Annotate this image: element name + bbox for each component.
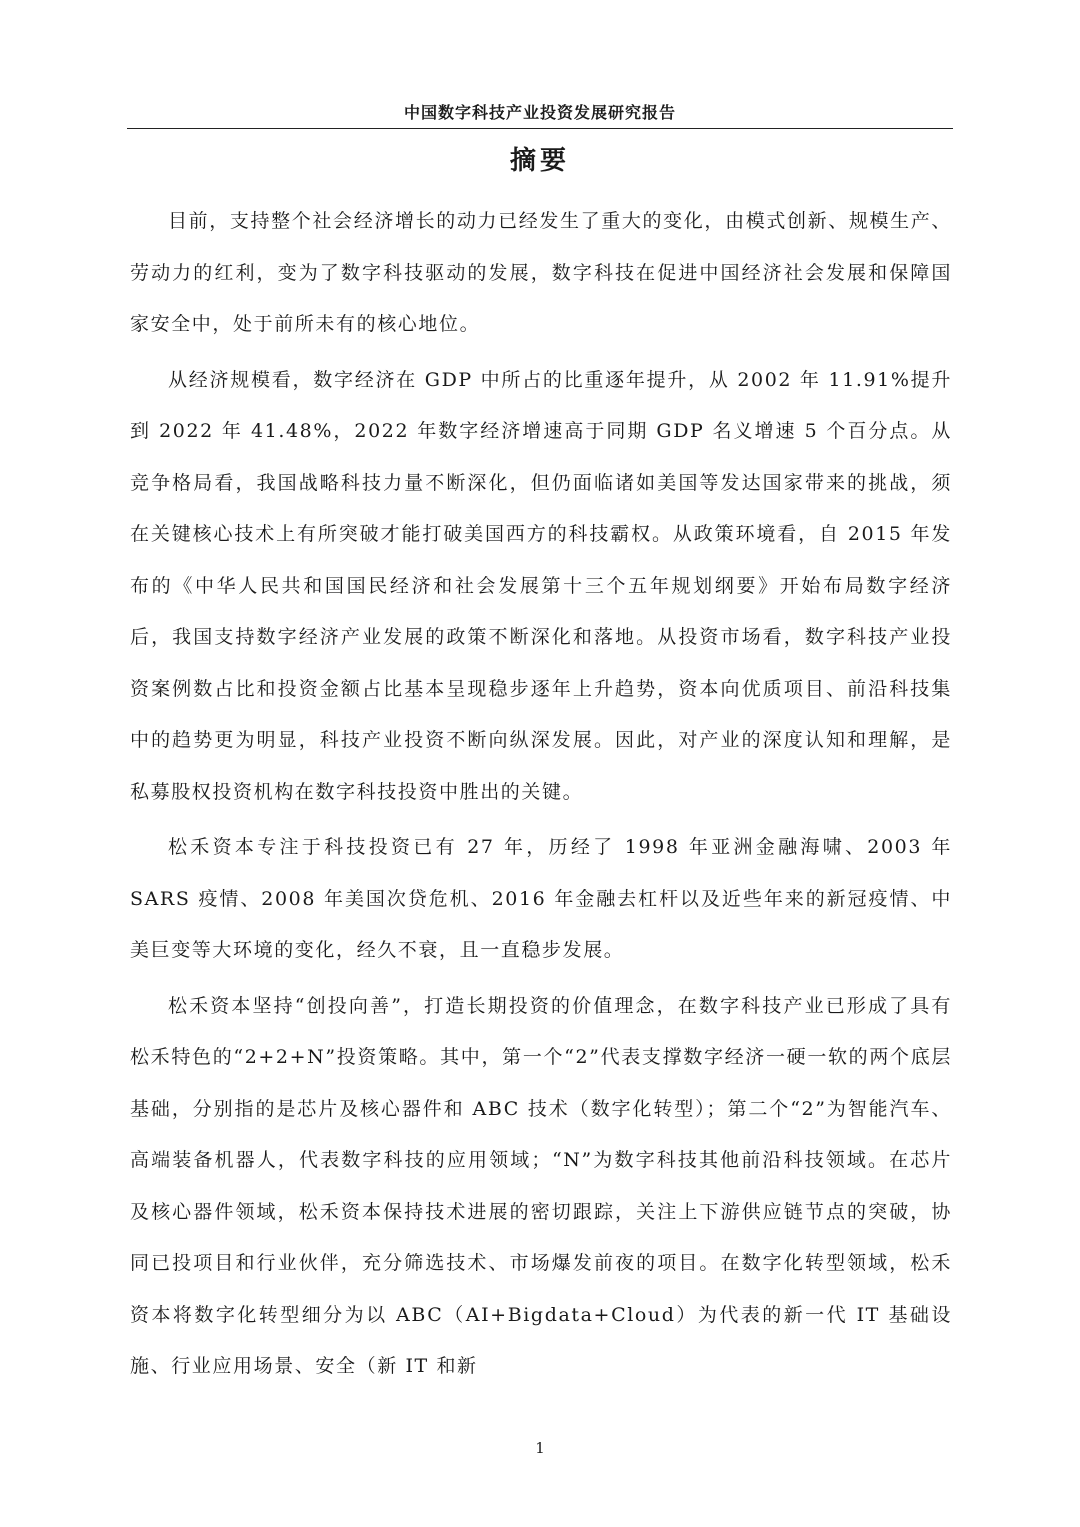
paragraph: 松禾资本专注于科技投资已有 27 年，历经了 1998 年亚洲金融海啸、2003 年 SARS 疫情、2008 年美国次贷危机、2016 年金融去杠杆以及近些年来的新冠疫情、中美巨变等大环境的变化，经久不衰，且一直稳步发展。 <box>130 836 952 961</box>
paragraph: 松禾资本坚持“创投向善”，打造长期投资的价值理念，在数字科技产业已形成了具有松禾特色的“2+2+N”投资策略。其中，第一个“2”代表支撑数字经济一硬一软的两个底层基础，分别指的是芯片及核心器件和 ABC 技术（数字化转型）；第二个“2”为智能汽车、高端装备机器人，代表数字科技的应用领域；“N”为数字科技其他前沿科技领域。在芯片及核心器件领域，松禾资本保持技术进展的密切跟踪，关注上下游供应链节点的突破，协同已投项目和行业伙伴，充分筛选技术、市场爆发前夜的项目。在数字化转型领域，松禾资本将数字化转型细分为以 ABC（AI+Bigdata+Cloud）为代表的新一代 IT 基础设施、行业应用场景、安全（新 IT 和新 <box>130 994 952 1377</box>
paragraph: 从经济规模看，数字经济在 GDP 中所占的比重逐年提升，从 2002 年 11.91%提升到 2022 年 41.48%，2022 年数字经济增速高于同期 GDP 名义增速 5 个百分点。从竞争格局看，我国战略科技力量不断深化，但仍面临诸如美国等发达国家带来的挑战，须在关键核心技术上有所突破才能打破美国西方的科技霸权。从政策环境看，自 2015 年发布的《中华人民共和国国民经济和社会发展第十三个五年规划纲要》开始布局数字经济后，我国支持数字经济产业发展的政策不断深化和落地。从投资市场看，数字科技产业投资案例数占比和投资金额占比基本呈现稳步逐年上升趋势，资本向优质项目、前沿科技集中的趋势更为明显，科技产业投资不断向纵深发展。因此，对产业的深度认知和理解，是私募股权投资机构在数字科技投资中胜出的关键。 <box>130 368 952 803</box>
section-title: 摘要 <box>509 146 570 176</box>
paragraph: 目前，支持整个社会经济增长的动力已经发生了重大的变化，由模式创新、规模生产、劳动力的红利，变为了数字科技驱动的发展，数字科技在促进中国经济社会发展和保障国家安全中，处于前所未有的核心地位。 <box>130 210 952 335</box>
running-header: 中国数字科技产业投资发展研究报告 <box>403 103 676 122</box>
header-divider <box>127 128 953 129</box>
page-number: 1 <box>535 1439 545 1457</box>
abstract-body <box>130 196 952 1393</box>
